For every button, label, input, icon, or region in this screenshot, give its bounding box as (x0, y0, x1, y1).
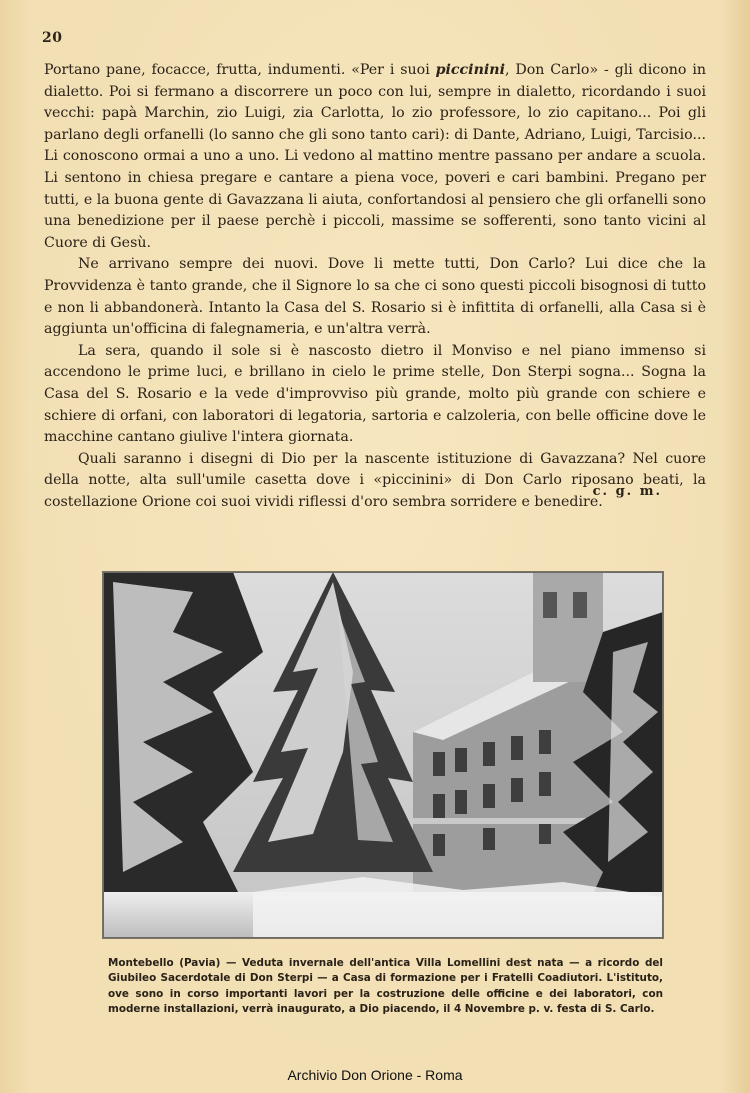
emphasis-piccinini: piccinini (435, 62, 505, 78)
article-paragraph-1 (44, 60, 706, 254)
archive-footer: Archivio Don Orione - Roma (287, 1067, 463, 1083)
paragraph-1-text-end: , Don Carlo» - gli dicono in dialetto. Poi si fermano a discorrere un poco con lui, sempre in dialetto, ricordando i suoi vecchi: papà Marchin, zio Luigi, zia Carlotta, lo zio professore, lo zio capitano... Poi gli parlano degli orfanelli (lo sanno che gli sono tanto cari): di Dante, Adriano, Luigi, Tarcisio... Li conoscono ormai a uno a uno. Li vedono al mattino mentre passano per andare a scuola. Li sentono in chiesa pregare e cantare a piena voce, poveri e cari bambini. Pregano per tutti, e la buona gente di Gavazzana li aiuta, confortandosi al pensiero che gli orfanelli sono una benedizione per il paese perchè i piccoli, massime se sofferenti, sono tanto vicini al Cuore di Gesù. (44, 62, 706, 251)
villa-photo (103, 572, 663, 938)
page-number: 20 (42, 30, 63, 46)
villa-winter-illustration (103, 572, 663, 938)
author-signature: c. g. m. (592, 484, 662, 499)
paragraph-1-text-start: Portano pane, focacce, frutta, indumenti. «Per i suoi (44, 62, 436, 78)
article-paragraph-4: Quali saranno i disegni di Dio per la nascente istituzione di Gavazzana? Nel cuore della notte, alta sull'umile casetta dove i «piccinini» di Don Carlo riposano beati, la costellazione Orione coi suoi vividi riflessi d'oro sembra sorridere e benedire. (44, 450, 706, 510)
article-paragraph-3: La sera, quando il sole si è nascosto dietro il Monviso e nel piano immenso si accendono le prime luci, e brillano in cielo le prime stelle, Don Sterpi sogna... Sogna la Casa del S. Rosario e la vede d'improvviso più grande, molto più grande con schiere e schiere di orfani, con laboratori di legatoria, sartoria e calzoleria, con belle officine dove le macchine cantano giulive l'intera giornata. (44, 342, 706, 446)
photo-caption: Montebello (Pavia) — Veduta invernale dell'antica Villa Lomellini dest nata — a ricordo del Giubileo Sacerdotale di Don Sterpi — a Casa di formazione per i Fratelli Coadiutori. L'istituto, ove sono in corso importanti lavori per la costruzione delle officine e dei laboratori, con moderne installazioni, verrà inaugurato, a Dio piacendo, il 4 Novembre p. v. festa di S. Carlo. (108, 957, 663, 1016)
article-body (44, 60, 706, 513)
article-paragraph-2: Ne arrivano sempre dei nuovi. Dove li mette tutti, Don Carlo? Lui dice che la Provvidenza è tanto grande, che il Signore lo sa che ci sono questi piccoli bisognosi di tutto e non li abbandonerà. Intanto la Casa del S. Rosario si è infittita di orfanelli, alla Casa si è aggiunta un'officina di falegnameria, e un'altra verrà. (44, 256, 706, 338)
